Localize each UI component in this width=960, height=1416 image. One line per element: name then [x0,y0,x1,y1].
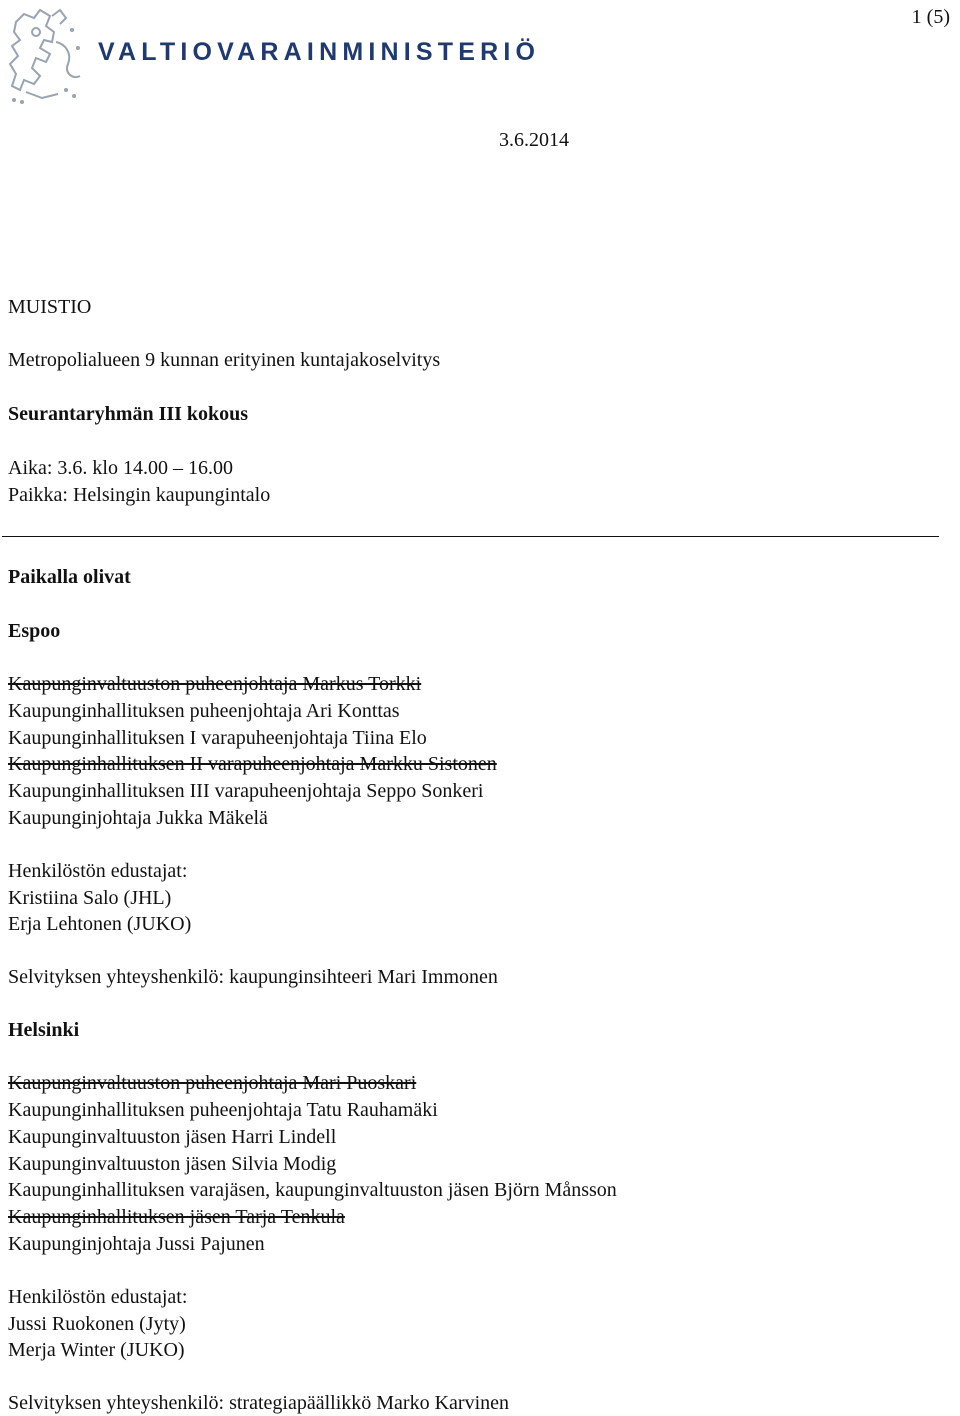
espoo-member: Kaupunginhallituksen III varapuheenjohtaja Seppo Sonkeri [8,780,484,802]
espoo-member: Kaupunginvaltuuston puheenjohtaja Markus Torkki [8,673,422,695]
meeting-time: Aika: 3.6. klo 14.00 – 16.00 [8,457,233,479]
espoo-member: Kaupunginjohtaja Jukka Mäkelä [8,807,268,829]
espoo-heading: Espoo [8,620,61,642]
attendance-heading: Paikalla olivat [8,566,131,588]
helsinki-member: Kaupunginhallituksen varajäsen, kaupunginvaltuuston jäsen Björn Månsson [8,1179,617,1201]
espoo-member: Kaupunginhallituksen II varapuheenjohtaja Markku Sistonen [8,753,497,775]
document-subject: Metropolialueen 9 kunnan erityinen kuntajakoselvitys [8,349,441,371]
espoo-contact: Selvityksen yhteyshenkilö: kaupunginsihteeri Mari Immonen [8,966,498,988]
helsinki-staff-member: Jussi Ruokonen (Jyty) [8,1313,186,1335]
lion-coat-of-arms-icon [6,2,88,106]
helsinki-staff-member: Merja Winter (JUKO) [8,1339,185,1361]
ministry-logo [6,2,541,106]
helsinki-staff-heading: Henkilöstön edustajat: [8,1286,188,1308]
helsinki-contact: Selvityksen yhteyshenkilö: strategiapäällikkö Marko Karvinen [8,1392,509,1414]
helsinki-member: Kaupunginvaltuuston jäsen Silvia Modig [8,1153,337,1175]
ministry-name: VALTIOVARAINMINISTERIÖ [98,38,541,66]
page-number: 1 (5) [911,6,950,28]
helsinki-member: Kaupunginhallituksen jäsen Tarja Tenkula [8,1206,345,1228]
espoo-staff-heading: Henkilöstön edustajat: [8,860,188,882]
espoo-member: Kaupunginhallituksen I varapuheenjohtaja Tiina Elo [8,727,427,749]
meeting-title: Seurantaryhmän III kokous [8,403,249,425]
espoo-staff-member: Erja Lehtonen (JUKO) [8,913,192,935]
document-type: MUISTIO [8,296,92,318]
helsinki-member: Kaupunginvaltuuston puheenjohtaja Mari Puoskari [8,1072,417,1094]
helsinki-member: Kaupunginvaltuuston jäsen Harri Lindell [8,1126,337,1148]
document-date: 3.6.2014 [499,129,569,151]
helsinki-member: Kaupunginhallituksen puheenjohtaja Tatu Rauhamäki [8,1099,438,1121]
helsinki-member: Kaupunginjohtaja Jussi Pajunen [8,1233,265,1255]
horizontal-rule [2,536,939,537]
espoo-staff-member: Kristiina Salo (JHL) [8,887,172,909]
helsinki-heading: Helsinki [8,1019,80,1041]
espoo-member: Kaupunginhallituksen puheenjohtaja Ari Konttas [8,700,400,722]
meeting-place: Paikka: Helsingin kaupungintalo [8,484,271,506]
